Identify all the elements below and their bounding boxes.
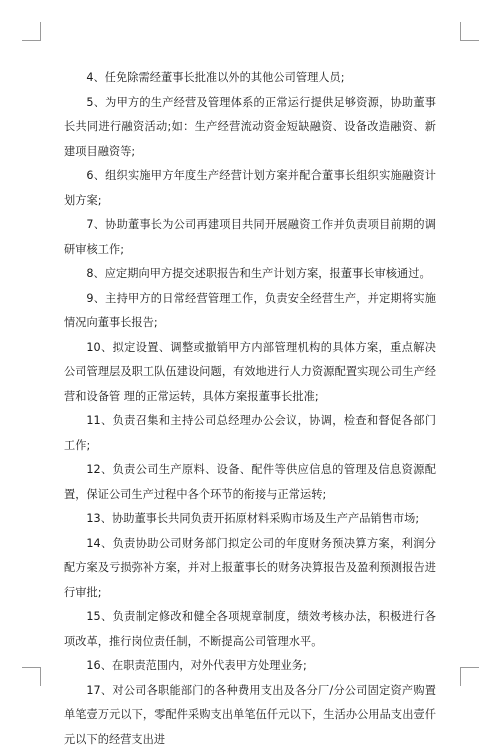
paragraph-item-6: 6、组织实施甲方年度生产经营计划方案并配合董事长组织实施融资计划方案; [64, 164, 436, 213]
paragraph-item-8: 8、应定期向甲方提交述职报告和生产计划方案，报董事长审核通过。 [64, 262, 436, 287]
crop-mark-bottom-right [460, 667, 479, 686]
paragraph-item-13: 13、协助董事长共同负责开拓原材料采购市场及生产产品销售市场; [64, 507, 436, 532]
paragraph-item-9: 9、主持甲方的日常经营管理工作，负责安全经营生产，并定期将实施情况向董事长报告; [64, 287, 436, 336]
crop-mark-top-left [22, 22, 41, 41]
paragraph-item-10: 10、拟定设置、调整或撤销甲方内部管理机构的具体方案，重点解决公司管理层及职工队伍建设问题，有效地进行人力资源配置实现公司生产经营和设备管 理的正常运转，具体方案报董事长批准; [64, 336, 436, 410]
paragraph-item-15: 15、负责制定修改和健全各项规章制度，绩效考核办法，积极进行各项改革，推行岗位责任制，不断提高公司管理水平。 [64, 605, 436, 654]
crop-mark-top-right [460, 22, 479, 41]
paragraph-item-12: 12、负责公司生产原料、设备、配件等供应信息的管理及信息资源配置，保证公司生产过程中各个环节的衔接与正常运转; [64, 458, 436, 507]
paragraph-item-5: 5、为甲方的生产经营及管理体系的正常运行提供足够资源，协助董事长共同进行融资活动;如：生产经营流动资金短缺融资、设备改造融资、新建项目融资等; [64, 91, 436, 165]
paragraph-item-7: 7、协助董事长为公司再建项目共同开展融资工作并负责项目前期的调研审核工作; [64, 213, 436, 262]
paragraph-item-14: 14、负责协助公司财务部门拟定公司的年度财务预决算方案，利润分配方案及亏损弥补方案，并对上报董事长的财务决算报告及盈利预测报告进行审批; [64, 532, 436, 606]
paragraph-item-17: 17、对公司各职能部门的各种费用支出及各分厂/分公司固定资产购置单笔壹万元以下，零配件采购支出单笔伍仟元以下，生活办公用品支出壹仟元以下的经营支出进 [64, 679, 436, 752]
paragraph-item-4: 4、任免除需经董事长批准以外的其他公司管理人员; [64, 66, 436, 91]
crop-mark-bottom-left [22, 667, 41, 686]
document-body [64, 66, 436, 752]
paragraph-item-11: 11、负责召集和主持公司总经理办公会议，协调，检查和督促各部门工作; [64, 409, 436, 458]
paragraph-item-16: 16、在职责范围内，对外代表甲方处理业务; [64, 654, 436, 679]
